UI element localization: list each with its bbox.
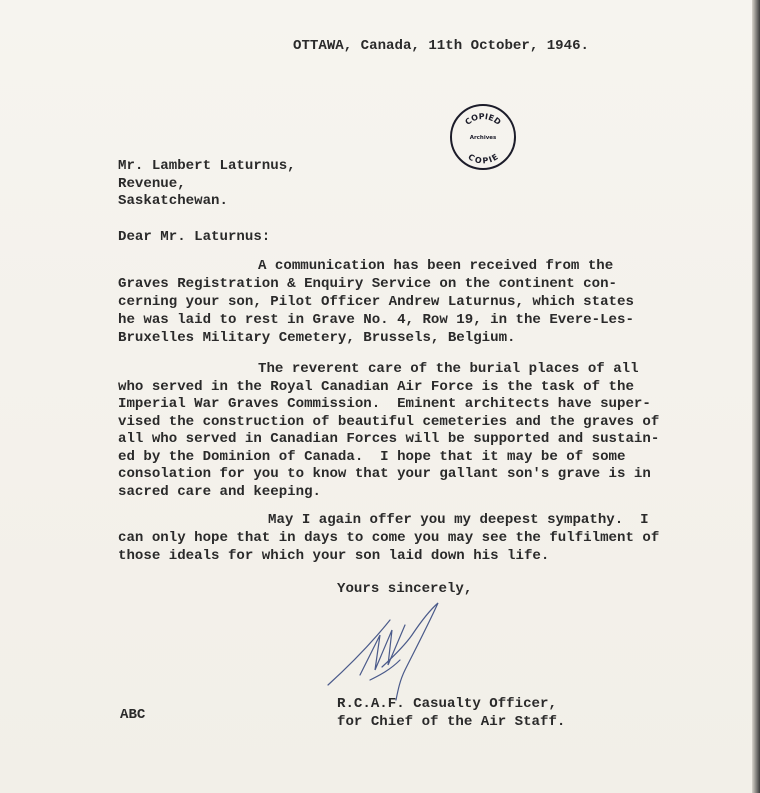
paragraph-line: all who served in Canadian Forces will be supported and sustain- [118, 431, 660, 447]
paragraph-line: May I again offer you my deepest sympathy. I [268, 512, 649, 528]
address-line: Mr. Lambert Laturnus, [118, 158, 296, 174]
page-edge [752, 0, 760, 793]
paragraph-line: who served in the Royal Canadian Air Force is the task of the [118, 379, 634, 395]
paragraph-line: can only hope that in days to come you may see the fulfilment of [118, 530, 660, 546]
paragraph-line: cerning your son, Pilot Officer Andrew Laturnus, which states [118, 294, 634, 310]
paragraph-line: vised the construction of beautiful cemeteries and the graves of [118, 414, 660, 430]
paragraph-line: sacred care and keeping. [118, 484, 321, 500]
archive-stamp [450, 104, 516, 170]
paragraph-line: The reverent care of the burial places of all [258, 361, 639, 377]
paragraph-line: Imperial War Graves Commission. Eminent architects have super- [118, 396, 651, 412]
closing: Yours sincerely, [337, 581, 473, 597]
paragraph-line: Bruxelles Military Cemetery, Brussels, Belgium. [118, 330, 516, 346]
dateline: OTTAWA, Canada, 11th October, 1946. [293, 38, 590, 54]
svg-text:Archives: Archives [469, 135, 497, 141]
paragraph-line: those ideals for which your son laid down his life. [118, 548, 550, 564]
paragraph-line: Graves Registration & Enquiry Service on the continent con- [118, 276, 617, 292]
address-line: Saskatchewan. [118, 193, 228, 209]
paragraph-line: A communication has been received from the [258, 258, 614, 274]
handwritten-signature [320, 595, 460, 705]
signature-title: R.C.A.F. Casualty Officer, [337, 696, 557, 712]
typist-initials: ABC [120, 707, 146, 723]
salutation: Dear Mr. Laturnus: [118, 229, 271, 245]
paragraph-line: consolation for you to know that your gallant son's grave is in [118, 466, 651, 482]
svg-text:COPIE: COPIE [466, 152, 500, 166]
signature-title: for Chief of the Air Staff. [337, 714, 566, 730]
paragraph-line: ed by the Dominion of Canada. I hope that it may be of some [118, 449, 626, 465]
paragraph-line: he was laid to rest in Grave No. 4, Row 19, in the Evere-Les- [118, 312, 634, 328]
svg-text:COPIED: COPIED [463, 111, 503, 127]
address-line: Revenue, [118, 176, 186, 192]
